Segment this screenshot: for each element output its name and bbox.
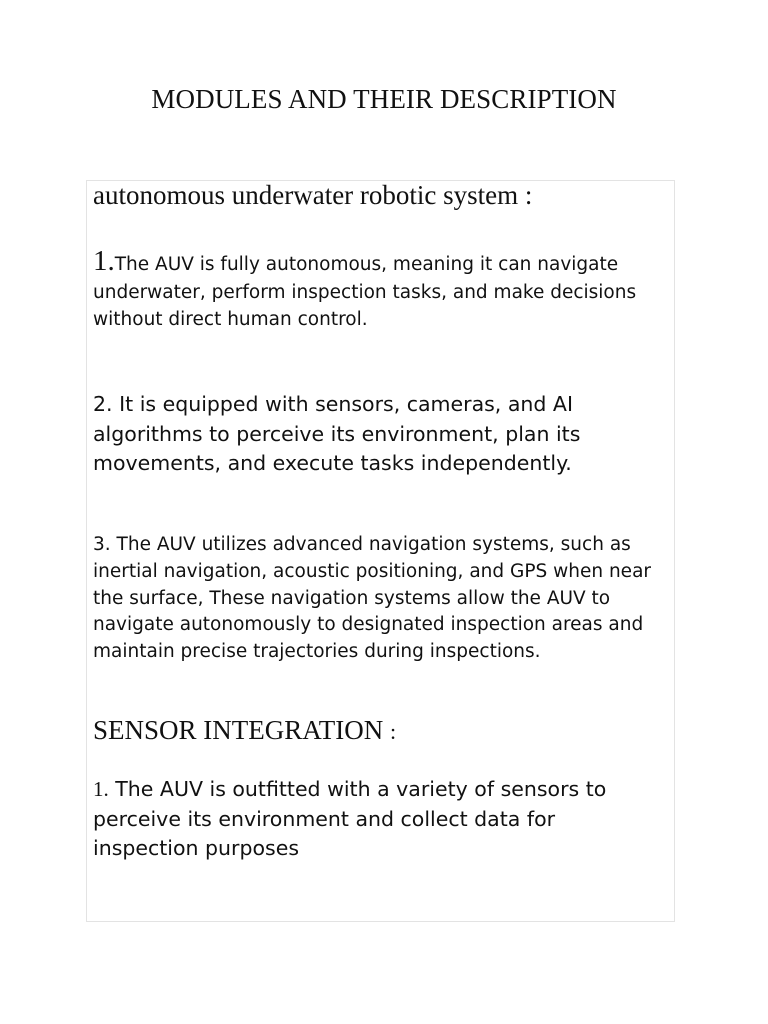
- item-number: 2.: [93, 392, 113, 416]
- item-text: It is equipped with sensors, cameras, and AI algorithms to perceive its environment, plan its movements, and execute tasks independently.: [93, 392, 581, 475]
- section-heading-sensor-integration: [93, 715, 396, 746]
- page-title: MODULES AND THEIR DESCRIPTION: [151, 84, 617, 114]
- list-item: [93, 390, 653, 479]
- item-text: The AUV is outfitted with a variety of sensors to perceive its environment and collect data for inspection purposes: [93, 777, 607, 860]
- item-number: 3.: [93, 534, 111, 555]
- list-item: [93, 532, 668, 666]
- list-item: [93, 775, 653, 864]
- item-text: The AUV utilizes advanced navigation systems, such as inertial navigation, acoustic positioning, and GPS when near the surface, These navigation systems allow the AUV to navigate autonomously to designated inspection areas and maintain precise trajectories during inspections.: [93, 534, 652, 663]
- heading-text: SENSOR INTEGRATION: [93, 715, 384, 745]
- section-heading-autonomous-system: autonomous underwater robotic system :: [93, 180, 533, 210]
- item-number: 1.: [93, 245, 115, 277]
- heading-colon: :: [390, 719, 397, 744]
- list-item: [93, 245, 663, 334]
- item-number: 1.: [93, 777, 109, 801]
- item-text: The AUV is fully autonomous, meaning it can navigate underwater, perform inspection tasks, and make decisions without direct human control.: [93, 254, 637, 330]
